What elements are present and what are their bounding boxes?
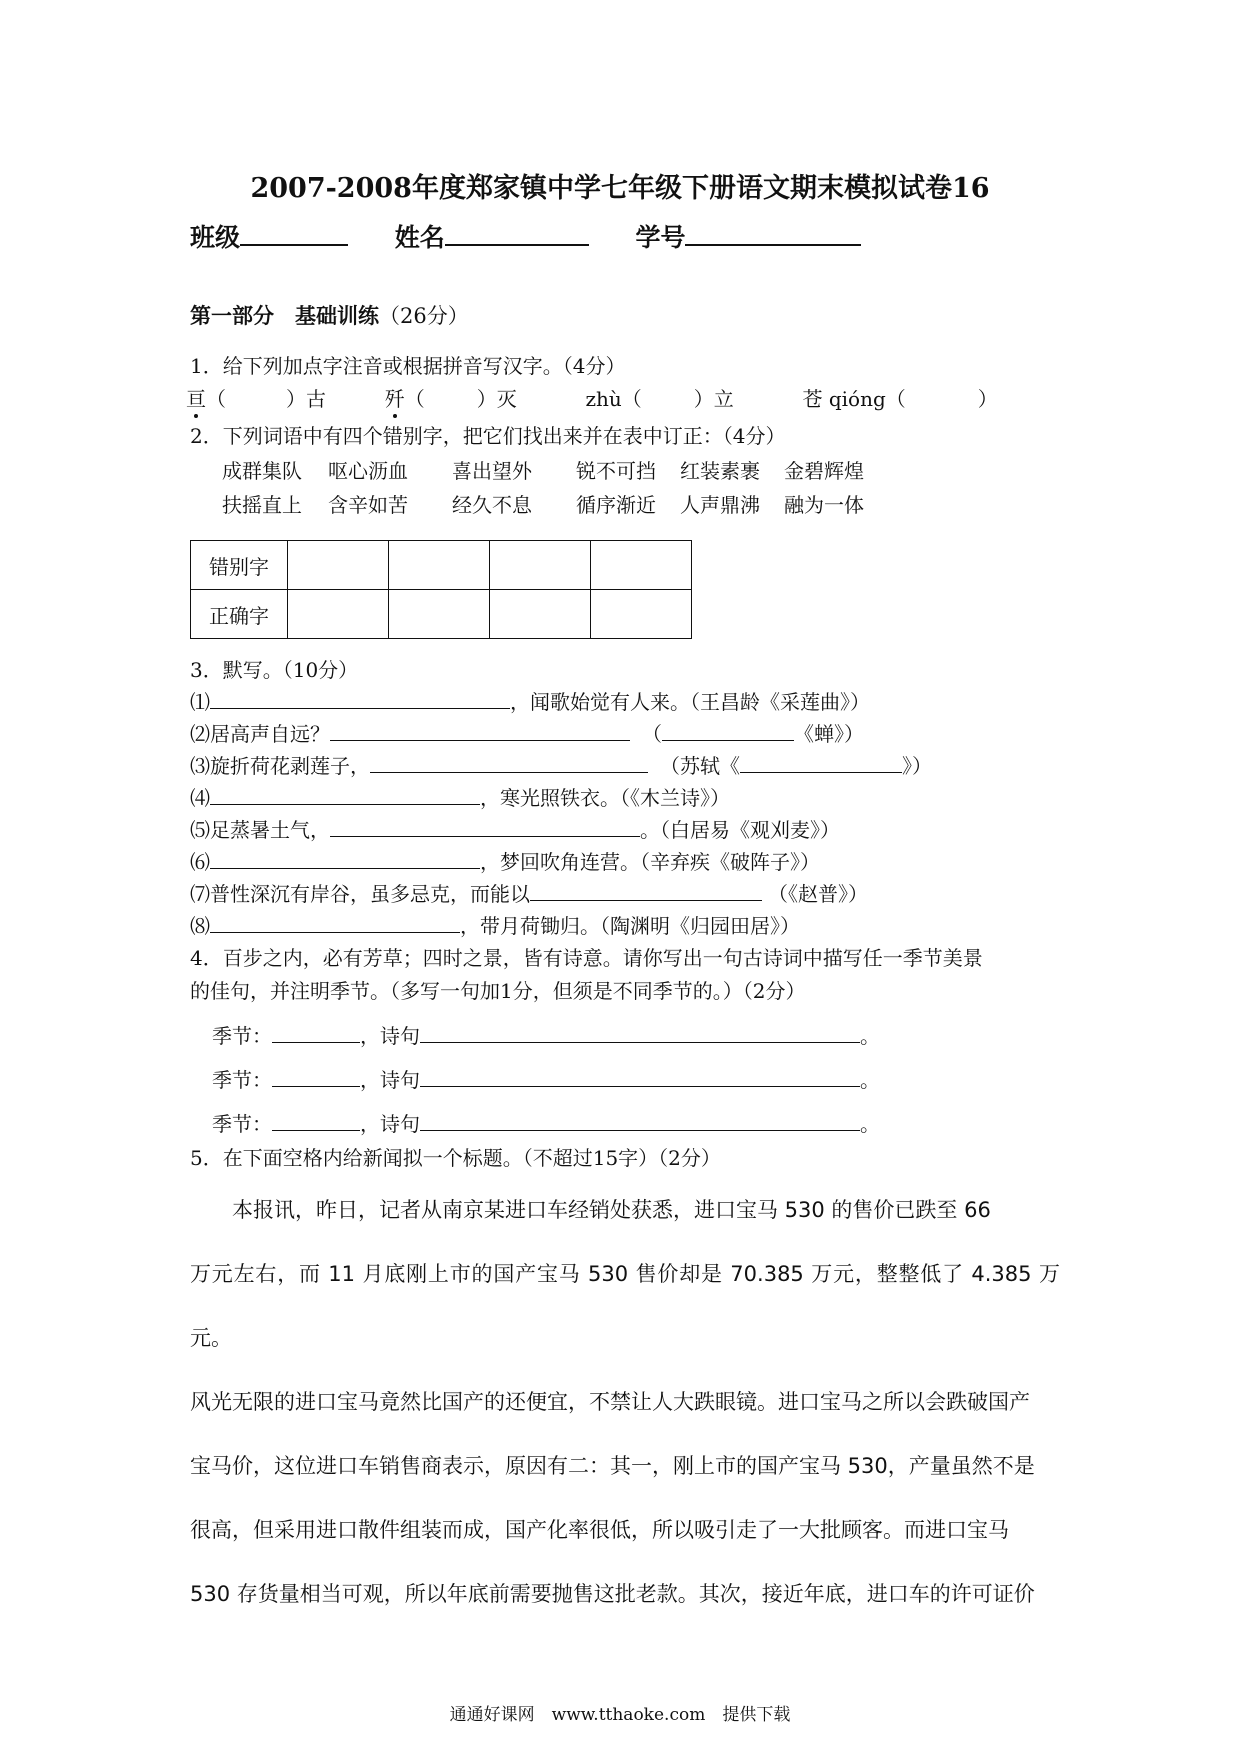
verse-blank[interactable]: [420, 1066, 860, 1087]
verse-blank[interactable]: [420, 1022, 860, 1043]
news-line: 风光无限的进口宝马竟然比国产的还便宜，不禁让人大跌眼镜。进口宝马之所以会跌破国产: [190, 1390, 1030, 1414]
q3-blank-7[interactable]: [530, 880, 762, 901]
q3-stem: 3．默写。（10分）: [190, 658, 359, 682]
q1-char-2: 歼: [385, 383, 405, 412]
q2-row-1: 成群集队 呕心沥血 喜出望外 锐不可挡 红装素裹 金碧辉煌: [222, 459, 864, 483]
q3-blank-3[interactable]: [370, 752, 648, 773]
season-blank[interactable]: [272, 1022, 360, 1043]
verse-blank[interactable]: [420, 1110, 860, 1131]
news-line: 宝马价，这位进口车销售商表示，原因有二：其一，刚上市的国产宝马 530，产量虽然不是: [190, 1454, 1035, 1478]
season-blank[interactable]: [272, 1066, 360, 1087]
q4-answer-1: 季节： ，诗句 。: [212, 1024, 880, 1048]
page-footer: 通通好课网 www.tthaoke.com 提供下载: [449, 1705, 791, 1725]
news-line: 530 存货量相当可观，所以年底前需要抛售这批老款。其次，接近年底，进口车的许可证价: [190, 1582, 1035, 1606]
q4-stem-1: 4．百步之内，必有芳草；四时之景，皆有诗意。请你写出一句古诗词中描写任一季节美景: [190, 946, 983, 970]
table-row: [191, 590, 692, 639]
q3-line-6: ⑹ ，梦回吹角连营。（辛弃疾《破阵子》）: [190, 850, 820, 874]
q3-blank-1[interactable]: [210, 688, 510, 709]
q4-answer-2: 季节： ，诗句 。: [212, 1068, 880, 1092]
student-info: [190, 218, 861, 254]
q3-blank-4[interactable]: [210, 784, 480, 805]
q3-line-8: ⑻ ，带月荷锄归。（陶渊明《归园田居》）: [190, 914, 800, 938]
correction-table: [190, 540, 692, 639]
wrong-char-header: 错别字: [191, 541, 288, 590]
news-passage-cont: [190, 1242, 1060, 1626]
q1-pinyin-4: 苍 qióng: [802, 387, 886, 411]
correct-char-cell[interactable]: [288, 590, 389, 639]
q3-blank-8[interactable]: [210, 912, 460, 933]
id-blank[interactable]: [685, 220, 861, 246]
name-label: 姓名: [394, 223, 445, 252]
q3-line-1: ⑴ ，闻歌始觉有人来。（王昌龄《采莲曲》）: [190, 690, 870, 714]
q3-line-7: ⑺普性深沉有岸谷，虽多忌克，而能以 （《赵普》）: [190, 882, 868, 906]
news-line: 很高，但采用进口散件组装而成，国产化率很低，所以吸引走了一大批顾客。而进口宝马: [190, 1518, 1009, 1542]
q3-line-4: ⑷ ，寒光照铁衣。（《木兰诗》）: [190, 786, 730, 810]
page-title: 2007-2008年度郑家镇中学七年级下册语文期末模拟试卷16: [250, 173, 990, 204]
q3-author-blank[interactable]: [662, 720, 794, 741]
q1-items: 亘（ ）古 歼（ ）灭 zhù（ ）立 苍 qióng（ ）: [186, 383, 998, 412]
q3-title-blank[interactable]: [740, 752, 902, 773]
wrong-char-cell[interactable]: [288, 541, 389, 590]
q4-stem-2: 的佳句，并注明季节。（多写一句加1分，但须是不同季节的。）（2分）: [190, 979, 806, 1003]
q3-blank-2[interactable]: [330, 720, 630, 741]
correct-char-cell[interactable]: [389, 590, 490, 639]
q2-row-2: 扶摇直上 含辛如苦 经久不息 循序渐近 人声鼎沸 融为一体: [222, 493, 864, 517]
wrong-char-cell[interactable]: [591, 541, 692, 590]
q1-stem: 1．给下列加点字注音或根据拼音写汉字。（4分）: [190, 354, 626, 378]
table-row: [191, 541, 692, 590]
news-passage: [190, 1178, 1060, 1242]
wrong-char-cell[interactable]: [490, 541, 591, 590]
wrong-char-cell[interactable]: [389, 541, 490, 590]
correct-char-cell[interactable]: [490, 590, 591, 639]
name-blank[interactable]: [445, 220, 589, 246]
q3-line-3: ⑶旋折荷花剥莲子， （苏轼《 》）: [190, 754, 932, 778]
q3-blank-5[interactable]: [330, 816, 640, 837]
correct-char-cell[interactable]: [591, 590, 692, 639]
q1-char-1: 亘: [186, 383, 206, 412]
id-label: 学号: [635, 223, 686, 252]
q1-pinyin-3: zhù: [585, 387, 622, 411]
q3-line-2: ⑵居高声自远？ （ 《蝉》）: [190, 722, 864, 746]
class-label: 班级: [190, 223, 241, 252]
q3-line-5: ⑸足蒸暑土气， 。（白居易《观刈麦》）: [190, 818, 840, 842]
q5-stem: 5．在下面空格内给新闻拟一个标题。（不超过15字）（2分）: [190, 1146, 721, 1170]
q2-stem: 2．下列词语中有四个错别字，把它们找出来并在表中订正：（4分）: [190, 424, 786, 448]
part-heading: 第一部分 基础训练（26分）: [190, 303, 469, 328]
news-line: 本报讯，昨日，记者从南京某进口车经销处获悉，进口宝马 530 的售价已跌至 66: [232, 1198, 991, 1222]
news-line: 万元左右，而 11 月底刚上市的国产宝马 530 售价却是 70.385 万元，整整低了 4.385 万元。: [190, 1262, 1060, 1350]
class-blank[interactable]: [240, 220, 348, 246]
q4-answer-3: 季节： ，诗句 。: [212, 1112, 880, 1136]
correct-char-header: 正确字: [191, 590, 288, 639]
season-blank[interactable]: [272, 1110, 360, 1131]
q3-blank-6[interactable]: [210, 848, 480, 869]
